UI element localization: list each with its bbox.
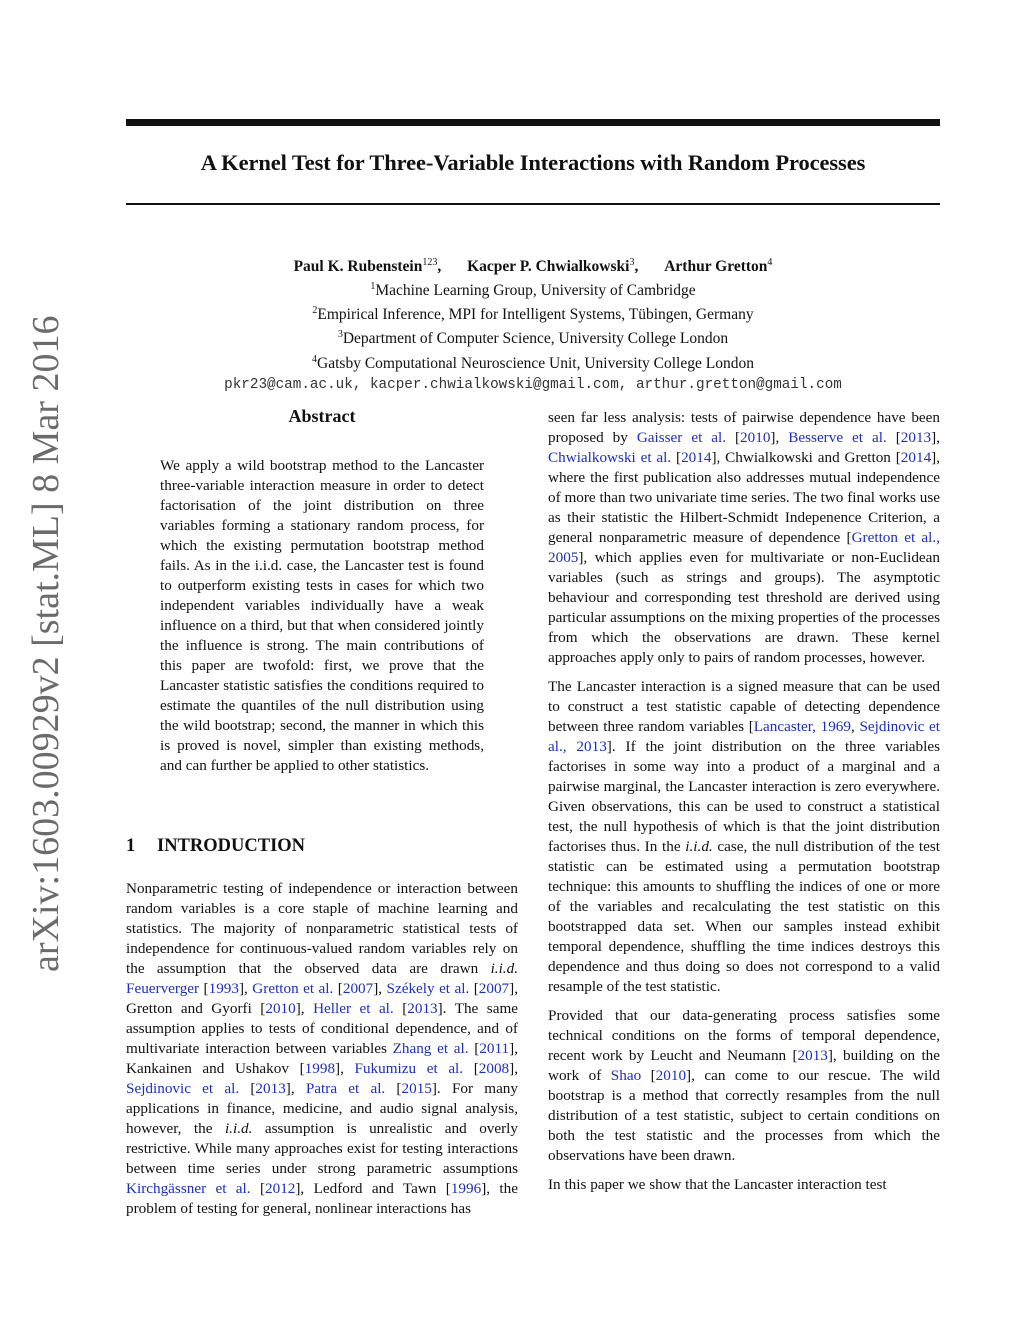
author: Arthur Gretton$^4$ bbox=[664, 257, 773, 276]
citation-link[interactable]: 2014 bbox=[900, 449, 932, 466]
citation-link[interactable]: 2013 bbox=[407, 1000, 438, 1017]
citation-link[interactable]: 2010 bbox=[265, 1000, 296, 1017]
title-top-rule bbox=[126, 119, 940, 126]
paragraph: The Lancaster interaction is a signed measure that can be used to construct a test statistic capable of detecting dependence between three random variables [Lancaster, 1969, Sejdinovic et al., 2013]. If the joint distribution on the three variables factorises in some way into a product of a marginal and a pairwise marginal, the Lancaster interaction is zero everywhere. Given observations, this can be used to construct a statistical test, the null hypothesis of which is that the joint distribution factorises thus. In the i.i.d. case, the null distribution of the test statistic can be estimated using a permutation bootstrap technique: this amounts to shuffling the indices of one or more of the variables and recalculating the test statistic on this bootstrapped data set. When our samples instead exhibit temporal dependence, shuffling the time indices destroys this dependence and thus doing so does not correspond to a valid resample of the test statistic. bbox=[548, 678, 940, 995]
citation-link[interactable]: Heller et al. bbox=[313, 1000, 394, 1017]
abstract-heading: Abstract bbox=[288, 406, 356, 426]
paragraph: In this paper we show that the Lancaster interaction test bbox=[548, 1176, 887, 1193]
citation-link[interactable]: 2015 bbox=[401, 1080, 432, 1097]
author: Kacper P. Chwialkowski$^3$, bbox=[467, 257, 639, 276]
citation-link[interactable]: Sejdinovic et al. bbox=[126, 1080, 240, 1097]
author-emails[interactable]: pkr23@cam.ac.uk, kacper.chwialkowski@gmail.com, arthur.gretton@gmail.com bbox=[224, 376, 842, 393]
author: Paul K. Rubenstein$^{123}$, bbox=[293, 257, 442, 276]
arxiv-identifier: arXiv:1603.00929v2 [stat.ML] 8 Mar 2016 bbox=[25, 315, 67, 972]
citation-link[interactable]: Zhang et al. bbox=[392, 1040, 469, 1057]
paragraph: Provided that our data-generating process satisfies some technical conditions on the forms of temporal dependence, recent work by Leucht and Neumann [2013], building on the work of Shao [2010], can come to our rescue. The wild bootstrap is a method that correctly resamples from the null distribution of a test statistic, subject to certain conditions on both the test statistic and the processes from which the observations have been drawn. bbox=[548, 1007, 941, 1164]
citation-link[interactable]: Székely et al. bbox=[386, 980, 470, 997]
citation-link[interactable]: Sejdinovic et al., 2013 bbox=[548, 718, 940, 755]
paper-title: A Kernel Test for Three-Variable Interactions with Random Processes bbox=[200, 150, 866, 175]
citation-link[interactable]: 1998 bbox=[304, 1060, 336, 1077]
affiliation: $^4$Gatsby Computational Neuroscience Unit, University College London bbox=[312, 353, 754, 372]
citation-link[interactable]: 2011 bbox=[479, 1040, 510, 1057]
introduction-left-column bbox=[126, 879, 518, 1219]
right-column bbox=[548, 408, 940, 1195]
paragraph: seen far less analysis: tests of pairwise dependence have been proposed by Gaisser et al. [2010], Besserve et al. [2013], Chwialkowski et al. [2014], Chwialkowski and Gretton [2014], where the first publication also addresses mutual independence of more than two univariate time series. The two final works use as their statistic the Hilbert-Schmidt Indepenence Criterion, a general nonparametric measure of dependence [Gretton et al., 2005], which applies even for multivariate or non-Euclidean variables (such as strings and groups). The asymptotic behaviour and corresponding test threshold are derived using particular assumptions on the mixing properties of the processes from which the observations are drawn. These kernel approaches apply only to pairs of random processes, however. bbox=[548, 409, 941, 666]
affiliation: $^2$Empirical Inference, MPI for Intelligent Systems, Tübingen, Germany bbox=[312, 305, 754, 324]
citation-link[interactable]: Lancaster, 1969 bbox=[753, 718, 851, 735]
citation-link[interactable]: Besserve et al. bbox=[788, 429, 887, 446]
citation-link[interactable]: Patra et al. bbox=[305, 1080, 386, 1097]
author-names bbox=[126, 253, 940, 277]
title-bottom-rule bbox=[126, 203, 940, 205]
citation-link[interactable]: Gretton et al. bbox=[252, 980, 334, 997]
citation-link[interactable]: 2013 bbox=[255, 1080, 286, 1097]
abstract-text: We apply a wild bootstrap method to the Lancaster three-variable interaction measure in order to detect factorisation of the joint distribution on three variables forming a stationary random process, for which the existing permutation bootstrap method fails. As in the i.i.d. case, the Lancaster test is found to outperform existing tests in cases for which two independent variables individually have a weak influence on a third, but that when considered jointly the influence is strong. The main contributions of this paper are twofold: first, we prove that the Lancaster statistic satisfies the conditions required to estimate the quantiles of the null distribution using the wild bootstrap; second, the manner in which this is proved is novel, simpler than existing methods, and can further be applied to other statistics. bbox=[160, 457, 484, 774]
citation-link[interactable]: 2010 bbox=[740, 429, 771, 446]
citation-link[interactable]: Gaisser et al. bbox=[636, 429, 727, 446]
affiliation: $^3$Department of Computer Science, University College London bbox=[337, 329, 729, 348]
citation-link[interactable]: Fukumizu et al. bbox=[354, 1060, 464, 1077]
citation-link[interactable]: 1993 bbox=[208, 980, 239, 997]
citation-link[interactable]: Gretton et al., 2005 bbox=[548, 529, 940, 566]
citation-link[interactable]: 2014 bbox=[681, 449, 712, 466]
citation-link[interactable]: 2013 bbox=[797, 1047, 828, 1064]
author-block bbox=[126, 253, 940, 395]
citation-link[interactable]: 1996 bbox=[450, 1180, 482, 1197]
citation-link[interactable]: 2013 bbox=[900, 429, 932, 446]
citation-link[interactable]: 2012 bbox=[265, 1180, 296, 1197]
citation-link[interactable]: 2007 bbox=[478, 980, 510, 997]
citation-link[interactable]: Feuerverger bbox=[126, 980, 200, 997]
citation-link[interactable]: Chwialkowski et al. bbox=[548, 449, 672, 466]
paragraph: Nonparametric testing of independence or interaction between random variables is a core staple of machine learning and statistics. The majority of nonparametric statistical tests of independence for continuous-valued random variables rely on the assumption that the observed data are drawn i.i.d. Feuerverger [1993], Gretton et al. [2007], Székely et al. [2007], Gretton and Gyorfi [2010], Heller et al. [2013]. The same assumption applies to tests of conditional dependence, and of multivariate interaction between variables Zhang et al. [2011], Kankainen and Ushakov [1998], Fukumizu et al. [2008], Sejdinovic et al. [2013], Patra et al. [2015]. For many applications in finance, medicine, and audio signal analysis, however, the i.i.d. assumption is unrealistic and overly restrictive. While many approaches exist for testing interactions between time series under strong parametric assumptions Kirchgässner et al. [2012], Ledford and Tawn [1996], the problem of testing for general, nonlinear interactions has bbox=[126, 880, 518, 1217]
citation-link[interactable]: 2008 bbox=[478, 1060, 510, 1077]
citation-link[interactable]: 2010 bbox=[655, 1067, 687, 1084]
affiliation: $^1$Machine Learning Group, University of Cambridge bbox=[370, 281, 696, 300]
citation-link[interactable]: Shao bbox=[610, 1067, 642, 1084]
section-heading-introduction: 1 INTRODUCTION bbox=[126, 836, 306, 856]
citation-link[interactable]: Kirchgässner et al. bbox=[126, 1180, 251, 1197]
citation-link[interactable]: 2007 bbox=[342, 980, 374, 997]
